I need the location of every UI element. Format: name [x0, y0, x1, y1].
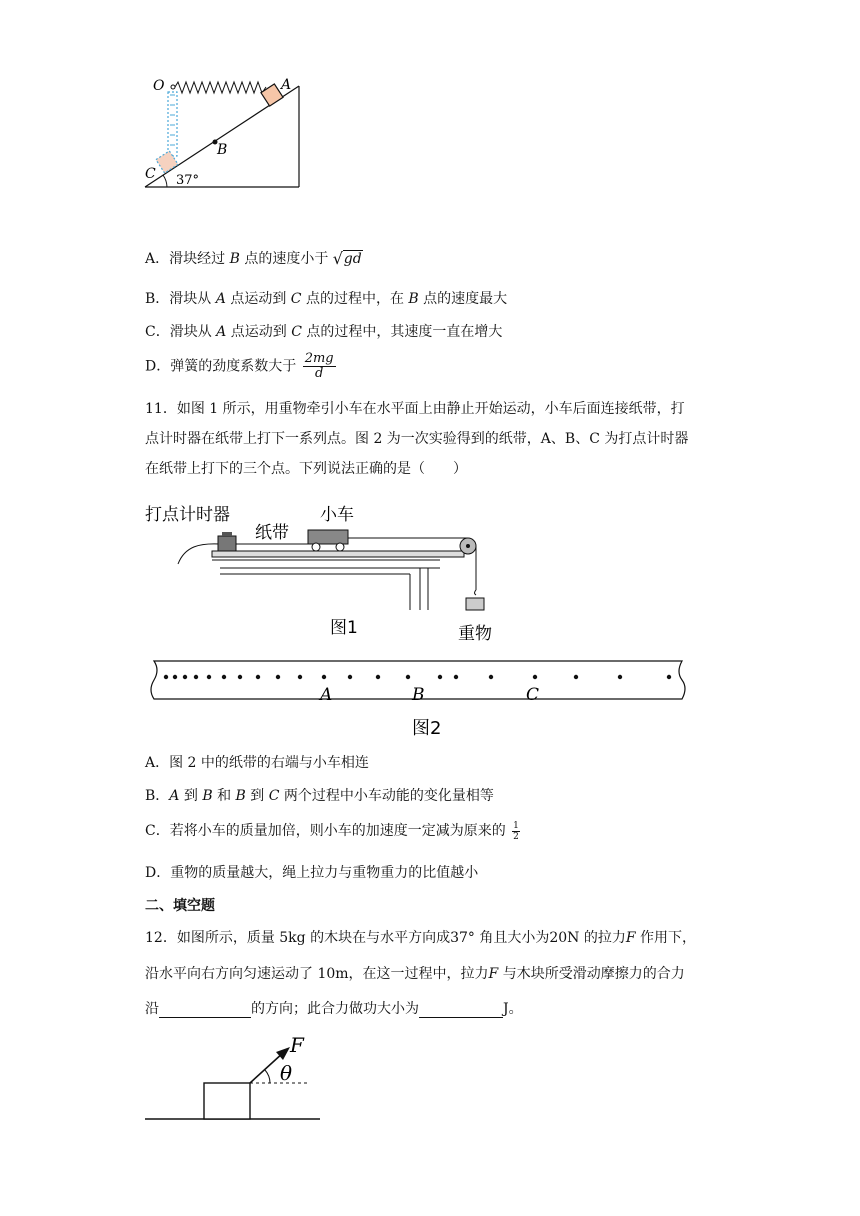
weight: [466, 598, 484, 610]
force-label-F: F: [290, 1033, 304, 1057]
label-C: C: [145, 166, 156, 182]
tape-label-A: A: [320, 685, 333, 705]
q11-option-c: C．若将小车的质量加倍，则小车的加速度一定减为原来的 $\frac{1}{2}$: [145, 820, 519, 842]
angle-label-theta: θ: [280, 1061, 293, 1085]
section-fill-in-blank: 二、填空题: [145, 898, 215, 914]
label-O: O: [153, 78, 165, 94]
point-O: [171, 85, 175, 89]
q12-line3: 沿 的方向；此合力做功大小为 J。: [145, 1001, 523, 1017]
q11-option-d: D．重物的质量越大，绳上拉力与重物重力的比值越小: [145, 865, 479, 881]
tape-label-C: C: [526, 685, 540, 705]
spring: [175, 82, 266, 93]
sqrt-gd: √ gd: [332, 249, 362, 268]
paper-tape-figure: [146, 656, 690, 741]
fraction-2mg-d: $\frac{2mg}{d}$: [304, 351, 334, 381]
tape-label: 纸带: [255, 523, 289, 543]
answer-blank-direction[interactable]: [159, 1001, 251, 1018]
track: [212, 551, 464, 557]
q10-option-d: D．弹簧的劲度系数大于 $\frac{2mg}{d}$: [145, 351, 334, 381]
q10-option-c: C．滑块从 A 点运动到 C 点的过程中，其速度一直在增大: [145, 324, 503, 340]
block-A: [261, 84, 283, 106]
cart: [308, 530, 348, 544]
angle-label: 37°: [176, 173, 200, 188]
q11-option-b: B．A 到 B 和 B 到 C 两个过程中小车动能的变化量相等: [145, 788, 494, 804]
weight-label: 重物: [458, 624, 492, 644]
fig1-caption: 图1: [330, 618, 358, 638]
block-C: [156, 151, 178, 173]
timer: [218, 536, 236, 552]
q10-option-a: A．滑块经过 B 点的速度小于 √ gd: [145, 249, 362, 268]
label-B: B: [217, 142, 228, 158]
label-A: A: [281, 77, 292, 93]
fig2-caption: 图2: [412, 718, 442, 739]
q12-line2: 沿水平向右方向匀速运动了 10m，在这一过程中，拉力F 与木块所受滑动摩擦力的合力: [145, 966, 685, 982]
cart-apparatus-figure: [140, 498, 510, 648]
q11-option-a: A．图 2 中的纸带的右端与小车相连: [145, 755, 369, 771]
q12-line1: 12．如图所示，质量 5kg 的木块在与水平方向成37° 角且大小为20N 的拉力F 作用下，: [145, 930, 697, 946]
block-force-figure: [140, 1030, 330, 1125]
tape-label-B: B: [412, 685, 425, 705]
cart-label: 小车: [320, 505, 354, 525]
compressed-spring: [168, 92, 177, 156]
incline-spring-figure: [140, 70, 310, 195]
fraction-one-half: $\frac{1}{2}$: [513, 820, 519, 842]
q10-option-b: B．滑块从 A 点运动到 C 点的过程中，在 B 点的速度最大: [145, 291, 508, 307]
theta-arc: [265, 1070, 270, 1083]
q11-stem: 11．如图 1 所示，用重物牵引小车在水平面上由静止开始运动，小车后面连接纸带，打 点计时器在纸带上打下一系列点。图 2 为一次实验得到的纸带，A、B、C 为打点计时器 在纸带上打下的三个点。下列说法正确的是（ ）: [145, 401, 689, 477]
answer-blank-work[interactable]: [419, 1001, 503, 1018]
angle-arc: [163, 175, 167, 187]
force-arrow: [250, 1052, 284, 1083]
timer-label: 打点计时器: [145, 505, 230, 525]
wood-block: [204, 1083, 250, 1119]
